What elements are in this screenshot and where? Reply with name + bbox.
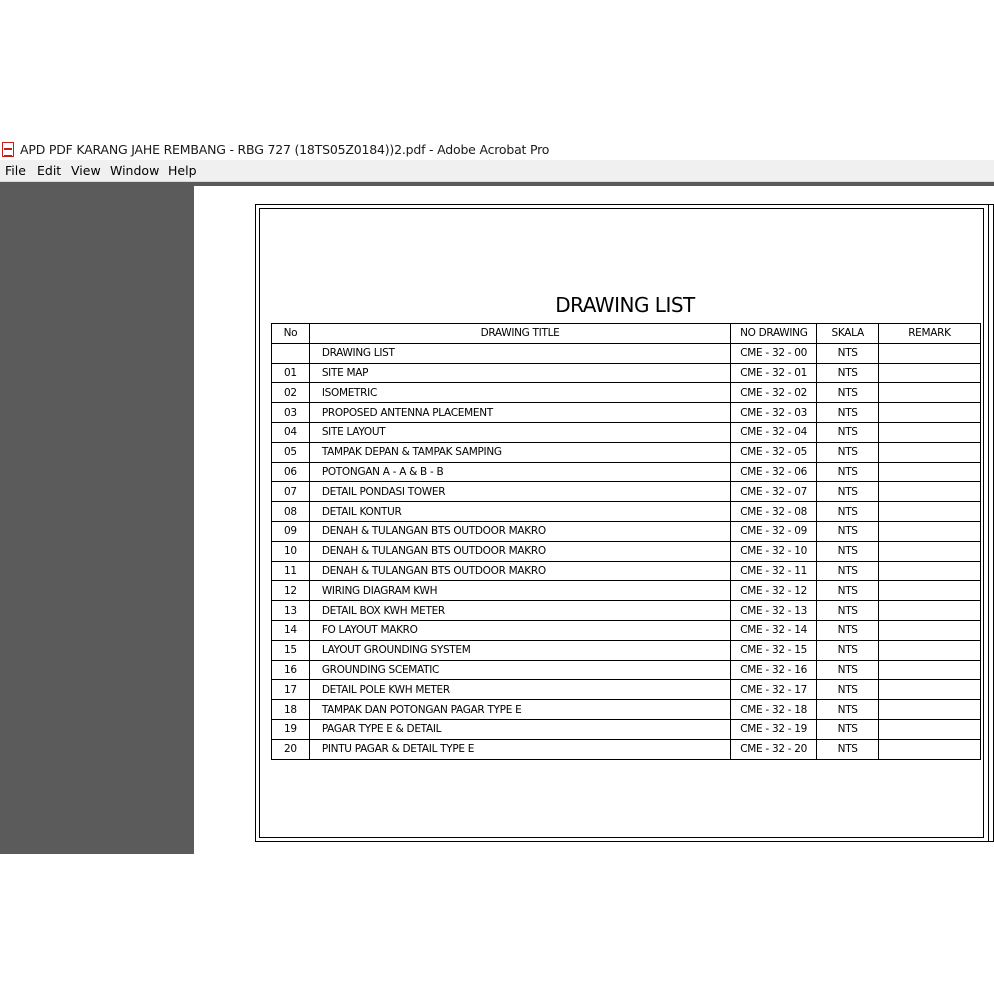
table-row xyxy=(272,541,981,561)
table-row xyxy=(272,620,981,640)
cell-remark xyxy=(878,601,980,621)
cell-skala: NTS xyxy=(817,680,879,700)
cell-drawing-number: CME - 32 - 18 xyxy=(731,700,817,720)
cell-title: POTONGAN A - A & B - B xyxy=(309,462,730,482)
table-row xyxy=(272,680,981,700)
cell-drawing-number: CME - 32 - 10 xyxy=(731,541,817,561)
cell-drawing-number: CME - 32 - 19 xyxy=(731,719,817,739)
cell-no: 02 xyxy=(272,383,310,403)
cell-no: 11 xyxy=(272,561,310,581)
cell-drawing-number: CME - 32 - 17 xyxy=(731,680,817,700)
cell-no: 03 xyxy=(272,403,310,423)
cell-remark xyxy=(878,482,980,502)
cell-remark xyxy=(878,620,980,640)
cell-skala: NTS xyxy=(817,403,879,423)
cell-drawing-number: CME - 32 - 14 xyxy=(731,620,817,640)
cell-no: 05 xyxy=(272,442,310,462)
table-row xyxy=(272,462,981,482)
table-row xyxy=(272,700,981,720)
cell-skala: NTS xyxy=(817,620,879,640)
menu-edit[interactable]: Edit xyxy=(37,163,62,178)
cell-title: PINTU PAGAR & DETAIL TYPE E xyxy=(309,739,730,759)
cell-remark xyxy=(878,403,980,423)
window-title: APD PDF KARANG JAHE REMBANG - RBG 727 (18TS05Z0184))2.pdf - Adobe Acrobat Pro xyxy=(20,142,550,157)
cell-skala: NTS xyxy=(817,383,879,403)
pdf-file-icon xyxy=(2,142,14,157)
cell-drawing-number: CME - 32 - 13 xyxy=(731,601,817,621)
cell-title: GROUNDING SCEMATIC xyxy=(309,660,730,680)
cell-no: 06 xyxy=(272,462,310,482)
cell-skala: NTS xyxy=(817,719,879,739)
cell-skala: NTS xyxy=(817,700,879,720)
table-row xyxy=(272,343,981,363)
cell-drawing-number: CME - 32 - 12 xyxy=(731,581,817,601)
cell-no: 10 xyxy=(272,541,310,561)
next-page-edge xyxy=(988,204,994,842)
cell-skala: NTS xyxy=(817,601,879,621)
cell-remark xyxy=(878,581,980,601)
cell-remark xyxy=(878,719,980,739)
cell-title: WIRING DIAGRAM KWH xyxy=(309,581,730,601)
cell-title: DETAIL BOX KWH METER xyxy=(309,601,730,621)
window-title-bar[interactable] xyxy=(0,140,994,160)
table-row xyxy=(272,581,981,601)
cell-no: 18 xyxy=(272,700,310,720)
cell-drawing-number: CME - 32 - 20 xyxy=(731,739,817,759)
cell-drawing-number: CME - 32 - 03 xyxy=(731,403,817,423)
cell-title: SITE MAP xyxy=(309,363,730,383)
menu-help[interactable]: Help xyxy=(168,163,197,178)
cell-title: DETAIL POLE KWH METER xyxy=(309,680,730,700)
cell-skala: NTS xyxy=(817,462,879,482)
cell-remark xyxy=(878,640,980,660)
cell-drawing-number: CME - 32 - 00 xyxy=(731,343,817,363)
column-header-no: No xyxy=(272,324,310,344)
table-row xyxy=(272,719,981,739)
column-header-drawing: NO DRAWING xyxy=(731,324,817,344)
cell-title: PROPOSED ANTENNA PLACEMENT xyxy=(309,403,730,423)
cell-title: DENAH & TULANGAN BTS OUTDOOR MAKRO xyxy=(309,561,730,581)
cell-no: 13 xyxy=(272,601,310,621)
table-row xyxy=(272,640,981,660)
cell-title: LAYOUT GROUNDING SYSTEM xyxy=(309,640,730,660)
cell-title: ISOMETRIC xyxy=(309,383,730,403)
cell-drawing-number: CME - 32 - 08 xyxy=(731,502,817,522)
cell-remark xyxy=(878,363,980,383)
cell-title: DENAH & TULANGAN BTS OUTDOOR MAKRO xyxy=(309,521,730,541)
cell-no: 14 xyxy=(272,620,310,640)
menu-file[interactable]: File xyxy=(5,163,26,178)
cell-no: 20 xyxy=(272,739,310,759)
menu-bar xyxy=(0,160,994,182)
table-row xyxy=(272,383,981,403)
cell-remark xyxy=(878,660,980,680)
cell-title: TAMPAK DAN POTONGAN PAGAR TYPE E xyxy=(309,700,730,720)
page-border xyxy=(259,208,984,838)
cell-skala: NTS xyxy=(817,502,879,522)
navigation-pane[interactable] xyxy=(0,186,194,854)
menu-view[interactable]: View xyxy=(71,163,101,178)
menu-window[interactable]: Window xyxy=(110,163,160,178)
cell-drawing-number: CME - 32 - 09 xyxy=(731,521,817,541)
cell-skala: NTS xyxy=(817,739,879,759)
cell-skala: NTS xyxy=(817,422,879,442)
pdf-page[interactable] xyxy=(255,204,994,842)
table-row xyxy=(272,660,981,680)
cell-no: 16 xyxy=(272,660,310,680)
cell-no: 12 xyxy=(272,581,310,601)
cell-drawing-number: CME - 32 - 16 xyxy=(731,660,817,680)
cell-remark xyxy=(878,680,980,700)
cell-drawing-number: CME - 32 - 02 xyxy=(731,383,817,403)
cell-drawing-number: CME - 32 - 11 xyxy=(731,561,817,581)
cell-drawing-number: CME - 32 - 01 xyxy=(731,363,817,383)
cell-drawing-number: CME - 32 - 05 xyxy=(731,442,817,462)
cell-remark xyxy=(878,502,980,522)
cell-title: FO LAYOUT MAKRO xyxy=(309,620,730,640)
cell-title: PAGAR TYPE E & DETAIL xyxy=(309,719,730,739)
cell-remark xyxy=(878,561,980,581)
table-row xyxy=(272,739,981,759)
cell-skala: NTS xyxy=(817,482,879,502)
cell-remark xyxy=(878,541,980,561)
cell-skala: NTS xyxy=(817,363,879,383)
drawing-list-heading: DRAWING LIST xyxy=(555,293,695,317)
table-row xyxy=(272,601,981,621)
drawing-list-table xyxy=(271,323,981,760)
cell-drawing-number: CME - 32 - 06 xyxy=(731,462,817,482)
cell-title: DETAIL KONTUR xyxy=(309,502,730,522)
cell-no: 19 xyxy=(272,719,310,739)
table-row xyxy=(272,561,981,581)
cell-skala: NTS xyxy=(817,660,879,680)
cell-remark xyxy=(878,383,980,403)
cell-title: TAMPAK DEPAN & TAMPAK SAMPING xyxy=(309,442,730,462)
table-row xyxy=(272,502,981,522)
cell-skala: NTS xyxy=(817,442,879,462)
table-row xyxy=(272,482,981,502)
cell-no: 08 xyxy=(272,502,310,522)
cell-skala: NTS xyxy=(817,541,879,561)
cell-remark xyxy=(878,739,980,759)
cell-drawing-number: CME - 32 - 15 xyxy=(731,640,817,660)
cell-no: 09 xyxy=(272,521,310,541)
cell-remark xyxy=(878,462,980,482)
cell-remark xyxy=(878,442,980,462)
cell-skala: NTS xyxy=(817,343,879,363)
cell-no: 01 xyxy=(272,363,310,383)
cell-no: 07 xyxy=(272,482,310,502)
cell-title: SITE LAYOUT xyxy=(309,422,730,442)
cell-remark xyxy=(878,343,980,363)
cell-no: 15 xyxy=(272,640,310,660)
cell-remark xyxy=(878,700,980,720)
column-header-remark: REMARK xyxy=(878,324,980,344)
cell-remark xyxy=(878,521,980,541)
cell-remark xyxy=(878,422,980,442)
table-row xyxy=(272,363,981,383)
cell-no xyxy=(272,343,310,363)
cell-title: DRAWING LIST xyxy=(309,343,730,363)
cell-title: DENAH & TULANGAN BTS OUTDOOR MAKRO xyxy=(309,541,730,561)
cell-title: DETAIL PONDASI TOWER xyxy=(309,482,730,502)
table-row xyxy=(272,442,981,462)
cell-drawing-number: CME - 32 - 07 xyxy=(731,482,817,502)
cell-no: 17 xyxy=(272,680,310,700)
cell-skala: NTS xyxy=(817,561,879,581)
cell-skala: NTS xyxy=(817,640,879,660)
cell-no: 04 xyxy=(272,422,310,442)
cell-skala: NTS xyxy=(817,581,879,601)
table-row xyxy=(272,422,981,442)
cell-drawing-number: CME - 32 - 04 xyxy=(731,422,817,442)
cell-skala: NTS xyxy=(817,521,879,541)
column-header-skala: SKALA xyxy=(817,324,879,344)
column-header-title: DRAWING TITLE xyxy=(309,324,730,344)
table-row xyxy=(272,403,981,423)
table-header-row xyxy=(272,324,981,344)
table-row xyxy=(272,521,981,541)
